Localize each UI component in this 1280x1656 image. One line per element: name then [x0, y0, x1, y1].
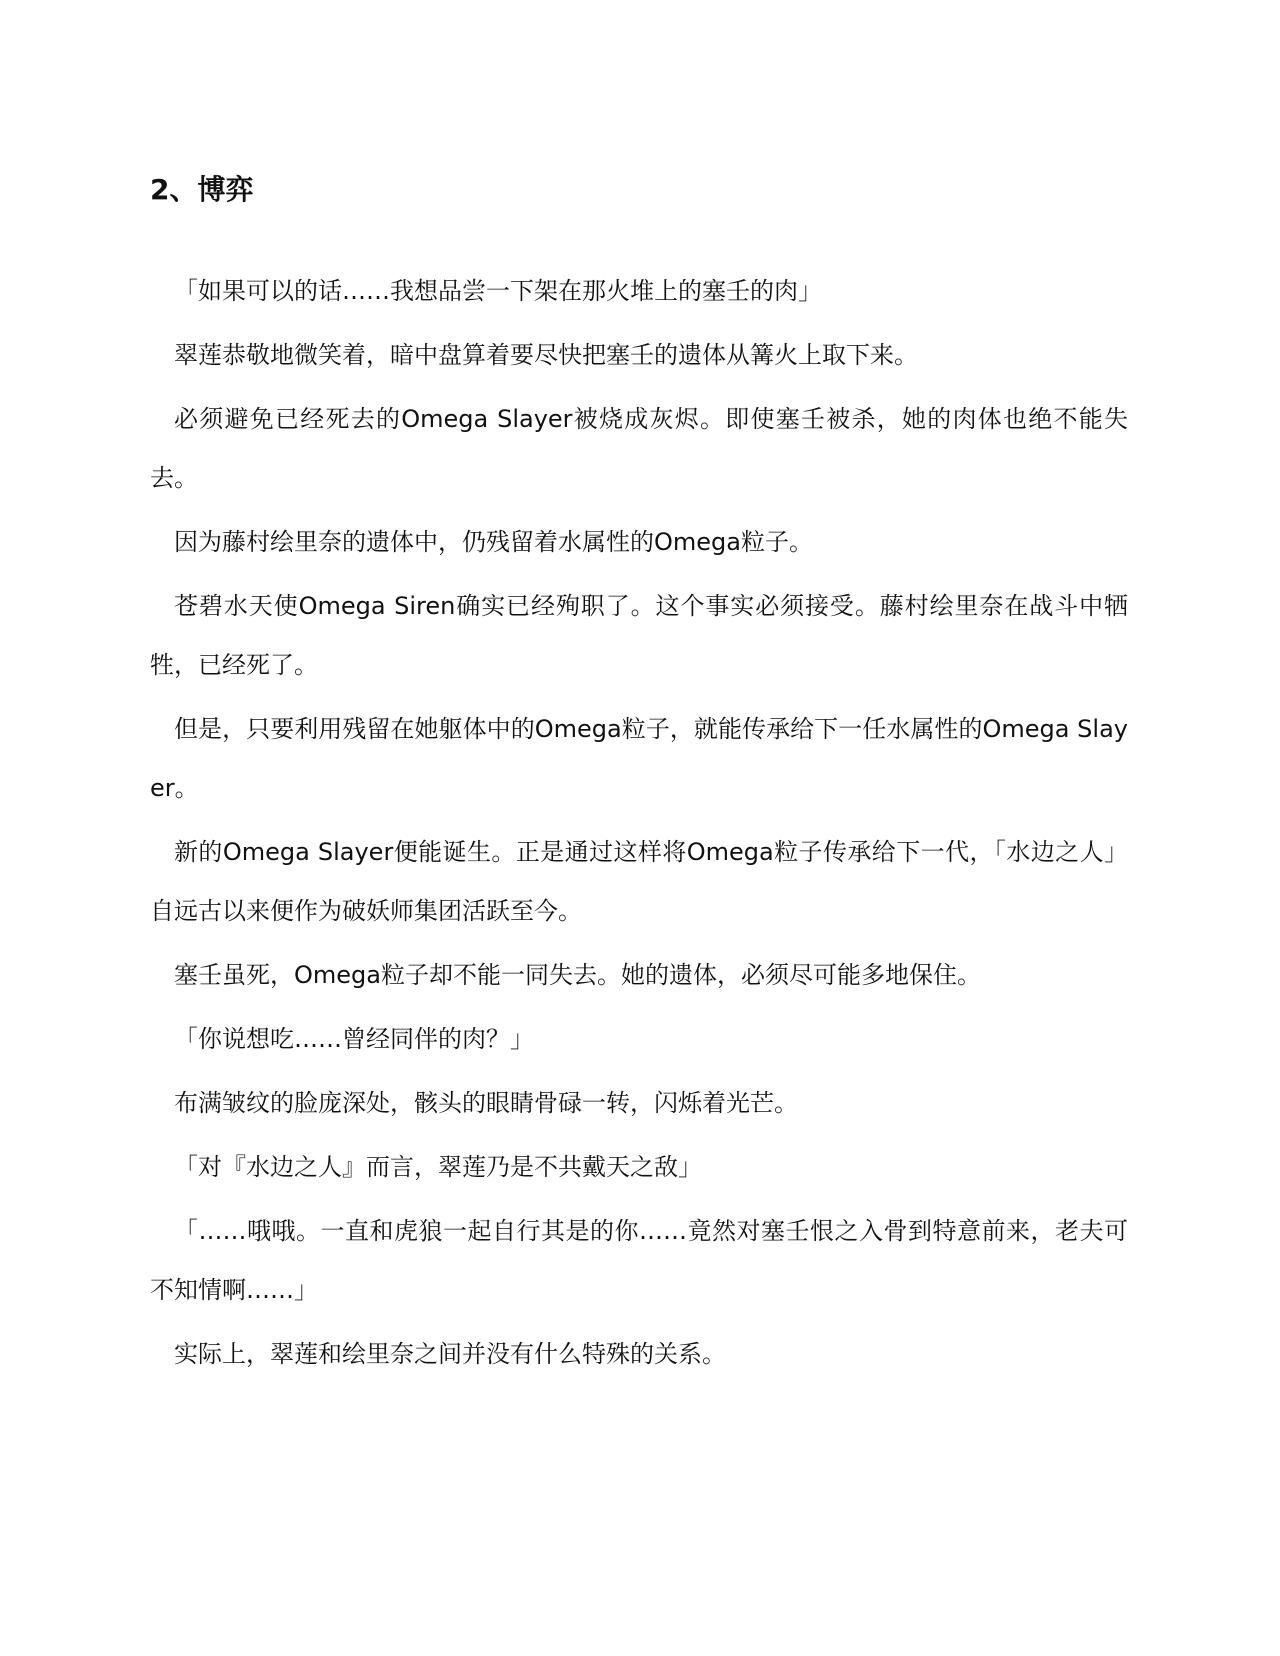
paragraph: 翠莲恭敬地微笑着，暗中盘算着要尽快把塞壬的遗体从篝火上取下来。 [174, 341, 918, 369]
paragraph: 布满皱纹的脸庞深处，骸头的眼睛骨碌一转，闪烁着光芒。 [174, 1089, 798, 1117]
document-body [150, 262, 1128, 1389]
paragraph: 实际上，翠莲和绘里奈之间并没有什么特殊的关系。 [174, 1340, 726, 1368]
paragraph: 「……哦哦。一直和虎狼一起自行其是的你……竟然对塞壬恨之入骨到特意前来，老夫可不知情啊……」 [150, 1217, 1128, 1304]
chapter-title: 2、博弈 [150, 173, 254, 206]
paragraph: 「对『水边之人』而言，翠莲乃是不共戴天之敌」 [174, 1153, 702, 1181]
paragraph: 「你说想吃……曾经同伴的肉？」 [174, 1025, 534, 1053]
paragraph: 必须避免已经死去的Omega Slayer被烧成灰烬。即使塞壬被杀，她的肉体也绝不能失去。 [150, 405, 1128, 492]
paragraph: 新的Omega Slayer便能诞生。正是通过这样将Omega粒子传承给下一代，「水边之人」自远古以来便作为破妖师集团活跃至今。 [150, 838, 1128, 925]
paragraph: 苍碧水天使Omega Siren确实已经殉职了。这个事实必须接受。藤村绘里奈在战斗中牺牲，已经死了。 [150, 592, 1128, 679]
paragraph: 但是，只要利用残留在她躯体中的Omega粒子，就能传承给下一任水属性的Omega Slayer。 [150, 715, 1128, 802]
paragraph: 因为藤村绘里奈的遗体中，仍残留着水属性的Omega粒子。 [174, 528, 813, 556]
paragraph: 塞壬虽死，Omega粒子却不能一同失去。她的遗体，必须尽可能多地保住。 [174, 961, 981, 989]
paragraph: 「如果可以的话……我想品尝一下架在那火堆上的塞壬的肉」 [174, 277, 822, 305]
